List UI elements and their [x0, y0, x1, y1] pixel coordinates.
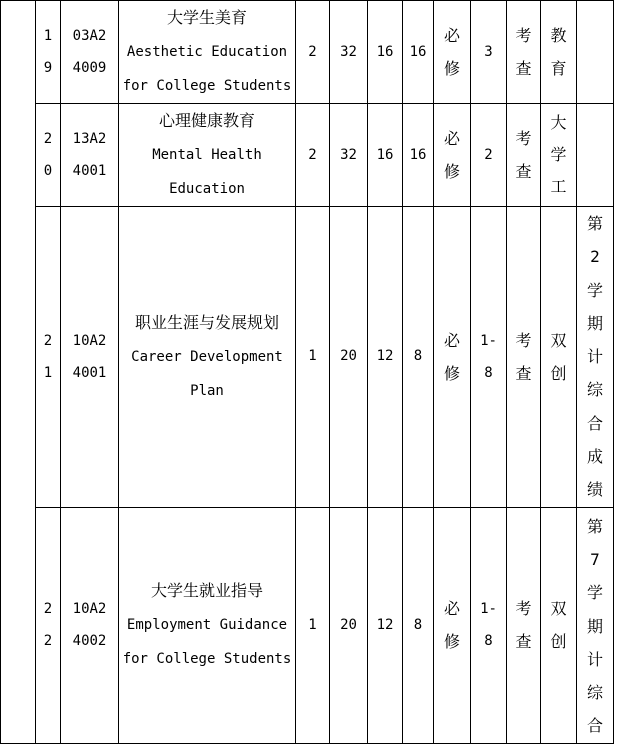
table-row — [1, 507, 614, 743]
total-hours-cell: 32 — [330, 1, 368, 104]
course-name-cell: 心理健康教育 Mental Health Education — [119, 104, 296, 207]
assessment-cell: 考查 — [507, 104, 541, 207]
total-hours-cell: 20 — [330, 507, 368, 743]
remark-cell — [577, 104, 614, 207]
total-hours-cell: 20 — [330, 207, 368, 508]
index-cell: 20 — [36, 104, 61, 207]
theory-hours-cell: 16 — [368, 104, 403, 207]
semester-cell: 3 — [471, 1, 507, 104]
course-name-cell: 职业生涯与发展规划 Career Development Plan — [119, 207, 296, 508]
code-cell: 10A24001 — [61, 207, 119, 508]
credits-cell: 1 — [296, 207, 330, 508]
code-cell: 10A24002 — [61, 507, 119, 743]
group-column-cell — [1, 1, 36, 744]
practice-hours-cell: 16 — [403, 1, 434, 104]
table-row — [1, 207, 614, 508]
credits-cell: 1 — [296, 507, 330, 743]
practice-hours-cell: 8 — [403, 507, 434, 743]
semester-cell: 1-8 — [471, 207, 507, 508]
index-cell: 21 — [36, 207, 61, 508]
semester-cell: 2 — [471, 104, 507, 207]
code-cell: 13A24001 — [61, 104, 119, 207]
course-name-cell: 大学生就业指导 Employment Guidance for College Students — [119, 507, 296, 743]
practice-hours-cell: 16 — [403, 104, 434, 207]
theory-hours-cell: 16 — [368, 1, 403, 104]
table-row — [1, 1, 614, 104]
assessment-cell: 考查 — [507, 507, 541, 743]
credits-cell: 2 — [296, 1, 330, 104]
course-type-cell: 必修 — [434, 207, 471, 508]
theory-hours-cell: 12 — [368, 207, 403, 508]
course-type-cell: 必修 — [434, 507, 471, 743]
table-row — [1, 104, 614, 207]
department-cell: 双创 — [541, 207, 577, 508]
credits-cell: 2 — [296, 104, 330, 207]
department-cell: 大学工 — [541, 104, 577, 207]
theory-hours-cell: 12 — [368, 507, 403, 743]
assessment-cell: 考查 — [507, 207, 541, 508]
department-cell: 教育 — [541, 1, 577, 104]
course-name-cell: 大学生美育 Aesthetic Education for College Students — [119, 1, 296, 104]
index-cell: 22 — [36, 507, 61, 743]
course-type-cell: 必修 — [434, 104, 471, 207]
remark-cell — [577, 1, 614, 104]
course-type-cell: 必修 — [434, 1, 471, 104]
semester-cell: 1-8 — [471, 507, 507, 743]
remark-cell: 第2学期计综合成绩 — [577, 207, 614, 508]
remark-cell: 第7学期计综合 — [577, 507, 614, 743]
assessment-cell: 考查 — [507, 1, 541, 104]
department-cell: 双创 — [541, 507, 577, 743]
index-cell: 19 — [36, 1, 61, 104]
total-hours-cell: 32 — [330, 104, 368, 207]
code-cell: 03A24009 — [61, 1, 119, 104]
practice-hours-cell: 8 — [403, 207, 434, 508]
